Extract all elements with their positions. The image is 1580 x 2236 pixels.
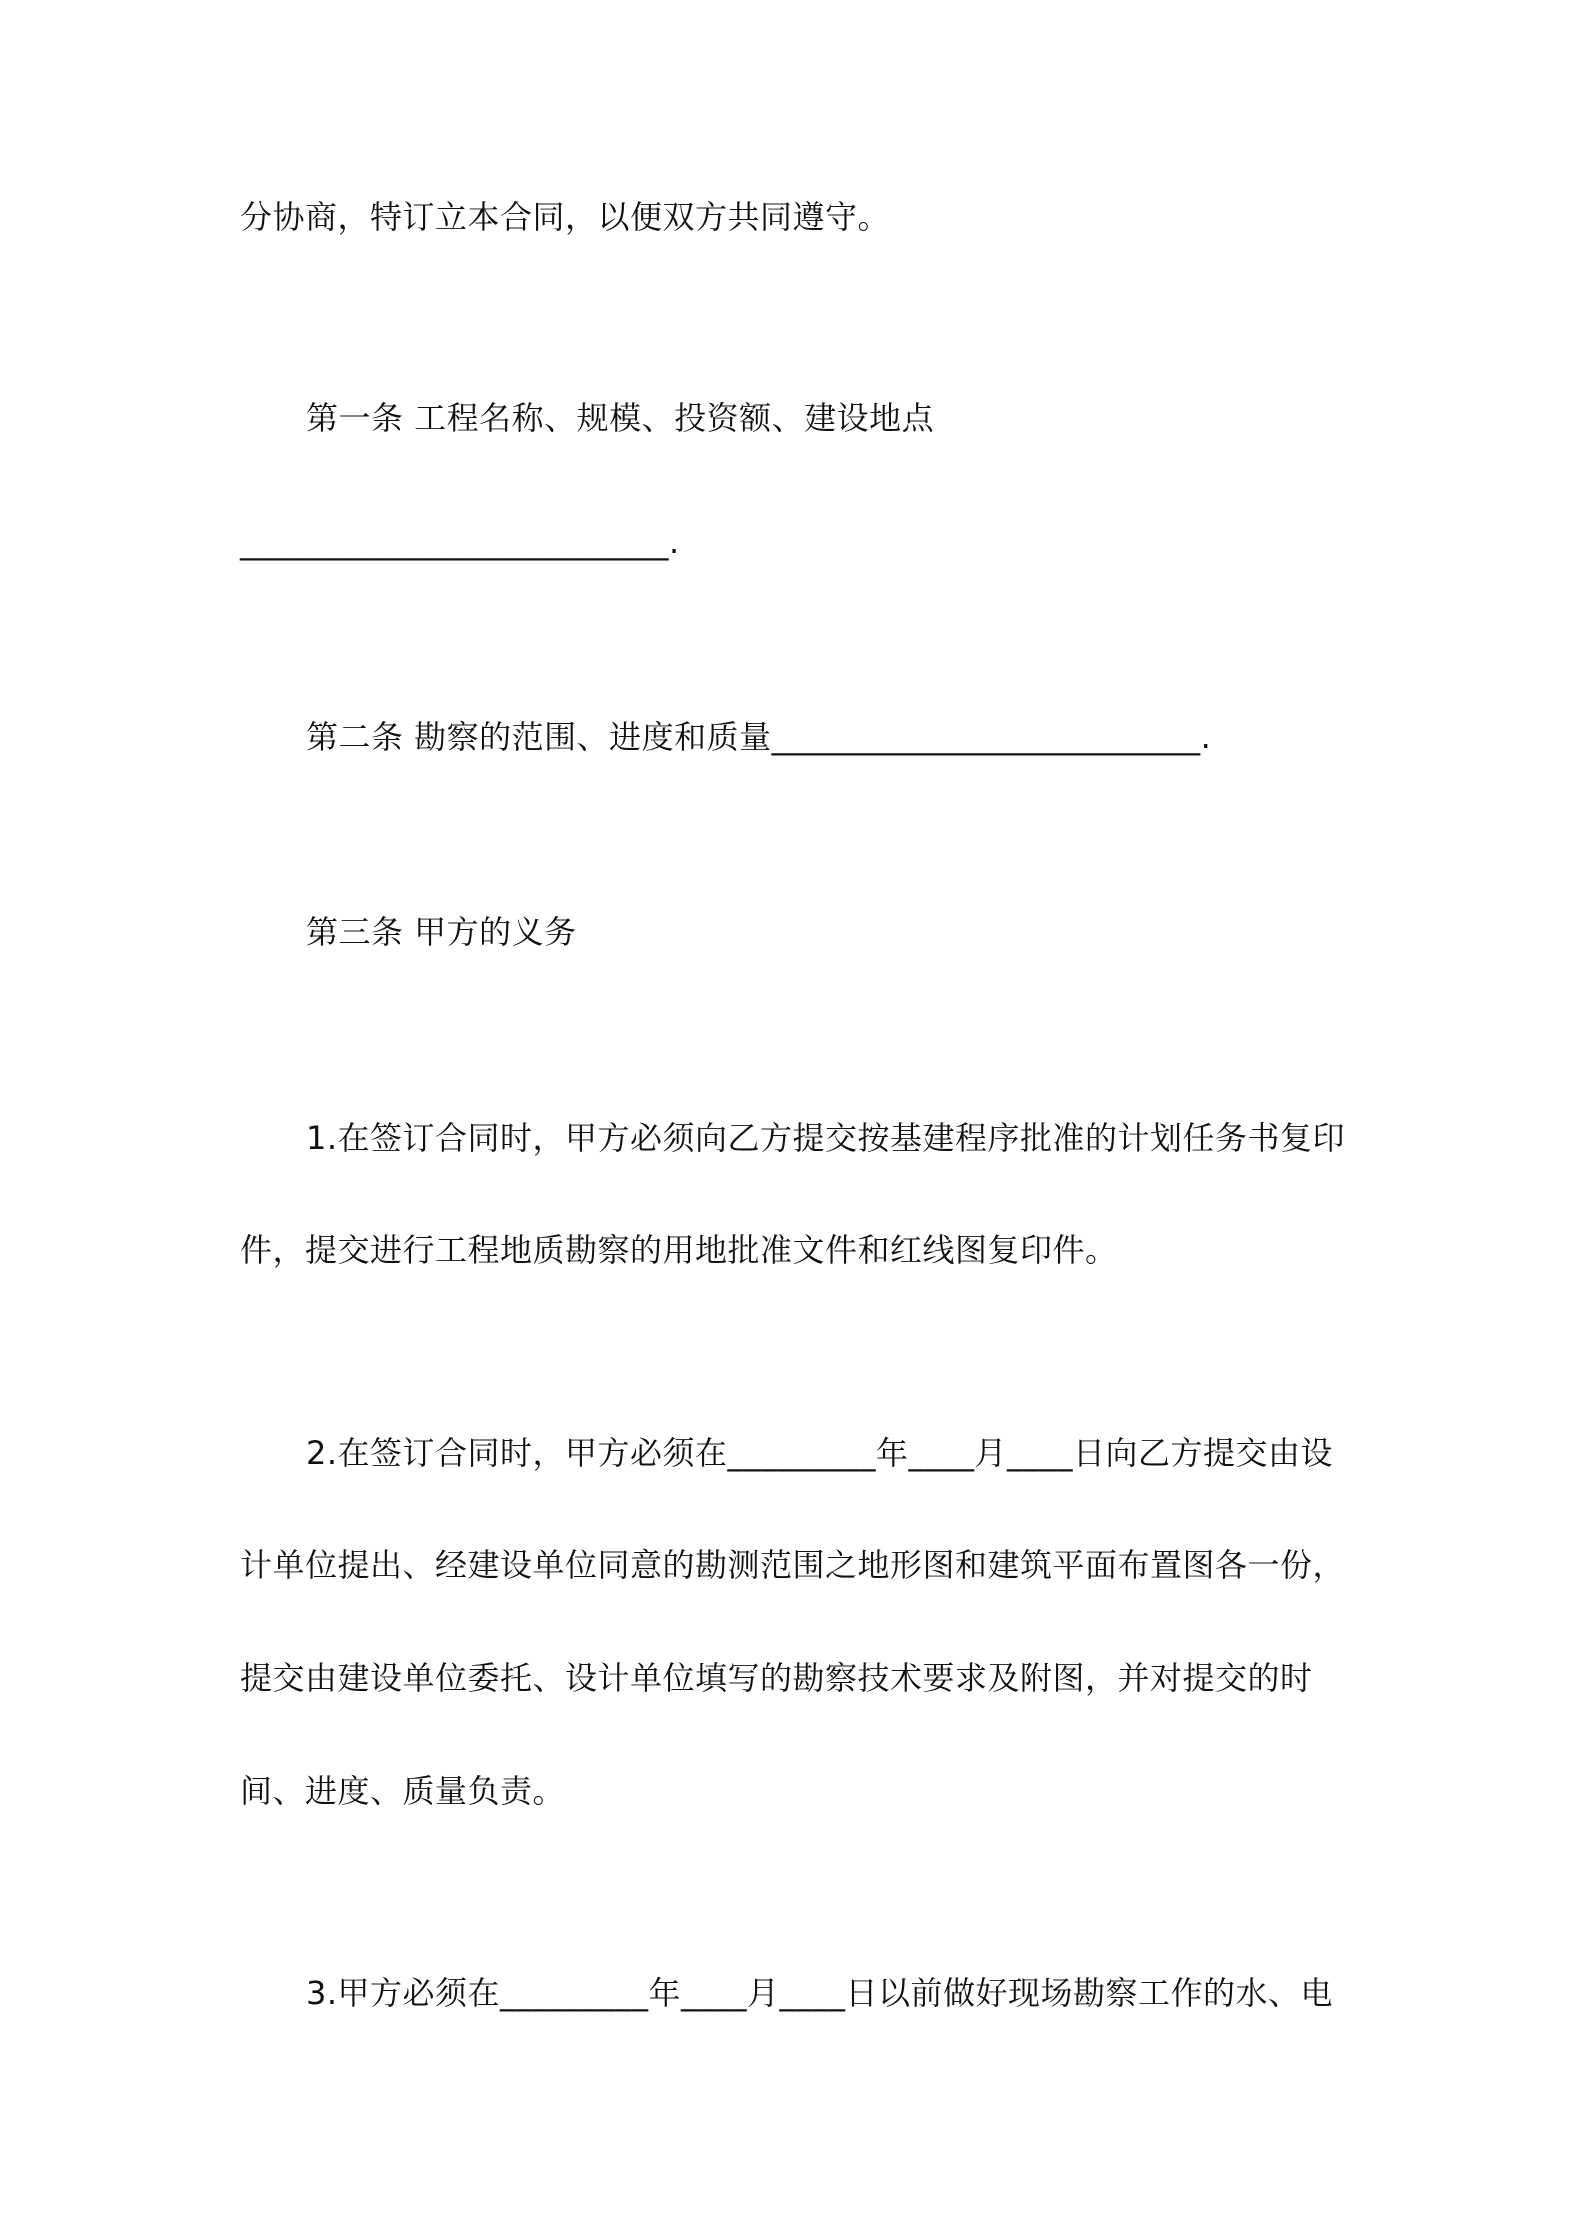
clause-1-line-1: 1.在签订合同时，甲方必须向乙方提交按基建程序批准的计划任务书复印 (306, 1119, 1346, 1157)
clause-2-line-2: 计单位提出、经建设单位同意的勘测范围之地形图和建筑平面布置图各一份， (240, 1546, 1346, 1584)
article-3-heading: 第三条 甲方的义务 (306, 913, 577, 951)
clause-3-line-1: 3.甲方必须在_________年____月____日以前做好现场勘察工作的水、电 (306, 1974, 1334, 2012)
article-1-blank: __________________________. (240, 523, 680, 561)
clause-2-line-1: 2.在签订合同时，甲方必须在_________年____月____日向乙方提交由设 (306, 1434, 1334, 1472)
article-1-heading: 第一条 工程名称、规模、投资额、建设地点 (306, 399, 935, 437)
article-2-heading: 第二条 勘察的范围、进度和质量__________________________. (306, 718, 1212, 756)
clause-2-line-3: 提交由建设单位委托、设计单位填写的勘察技术要求及附图，并对提交的时 (240, 1659, 1313, 1697)
text-line-continuation: 分协商，特订立本合同，以便双方共同遵守。 (240, 198, 891, 236)
clause-1-line-2: 件，提交进行工程地质勘察的用地批准文件和红线图复印件。 (240, 1231, 1118, 1269)
clause-2-line-4: 间、进度、质量负责。 (240, 1772, 566, 1810)
